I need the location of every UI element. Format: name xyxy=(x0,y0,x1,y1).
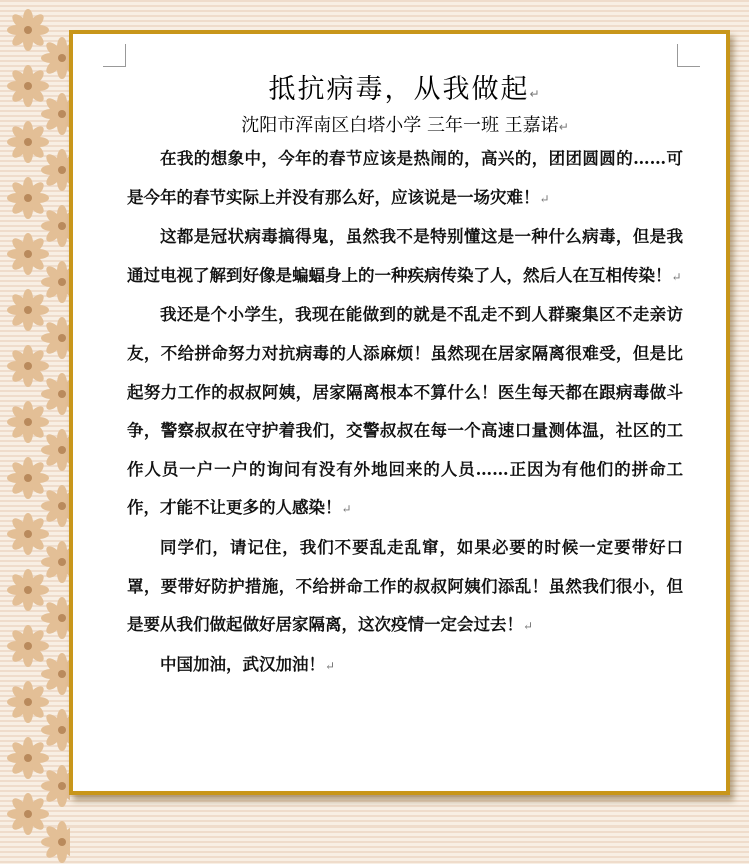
document-title: 抵抗病毒，从我做起↵ xyxy=(268,74,542,105)
flower-icon xyxy=(40,820,70,864)
paragraph: 同学们，请记住，我们不要乱走乱窜，如果必要的时候一定要带好口罩，要带好防护措施，不给拼命工作的叔叔阿姨们添乱！虽然我们很小，但是要从我们做起做好居家隔离，这次疫情一定会过去！↵ xyxy=(127,537,683,635)
document-page xyxy=(69,30,730,795)
document-body xyxy=(127,140,683,685)
document-content[interactable] xyxy=(127,68,683,685)
document-subtitle: 沈阳市浑南区白塔小学 三年一班 王嘉诺↵ xyxy=(241,115,569,136)
paragraph: 在我的想象中，今年的春节应该是热闹的，高兴的，团团圆圆的……可是今年的春节实际上并没有那么好，应该说是一场灾难！↵ xyxy=(127,149,683,207)
crop-mark-top-left xyxy=(103,44,126,67)
paragraph: 这都是冠状病毒搞得鬼，虽然我不是特别懂这是一种什么病毒，但是我通过电视了解到好像是蝙蝠身上的一种疾病传染了人，然后人在互相传染！↵ xyxy=(127,227,683,285)
decorative-flower-border xyxy=(0,0,60,826)
paragraph: 我还是个小学生，我现在能做到的就是不乱走不到人群聚集区不走亲访友，不给拼命努力对抗病毒的人添麻烦！虽然现在居家隔离很难受，但是比起努力工作的叔叔阿姨，居家隔离根本不算什么！医生每天都在跟病毒做斗争，警察叔叔在守护着我们，交警叔叔在每一个高速口量测体温，社区的工作人员一户一户的询问有没有外地回来的人员……正因为有他们的拼命工作，才能不让更多的人感染！↵ xyxy=(127,305,683,518)
paragraph: 中国加油，武汉加油！↵ xyxy=(160,654,336,674)
crop-mark-top-right xyxy=(677,44,700,67)
